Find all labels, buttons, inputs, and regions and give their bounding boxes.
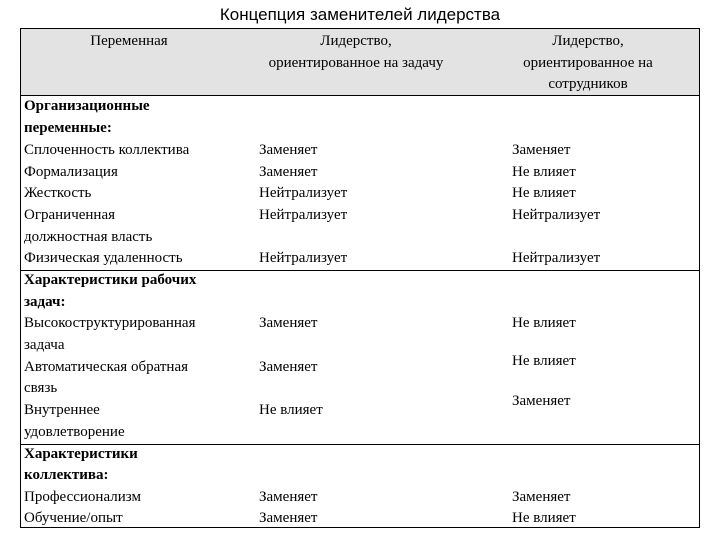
people-cell: Заменяет <box>512 393 571 409</box>
people-cell: Заменяет <box>512 489 571 505</box>
variable-cell: Высокоструктурированная <box>24 315 196 331</box>
page-title: Концепция заменителей лидерства <box>219 5 501 24</box>
people-cell: Не влияет <box>512 353 576 369</box>
variable-cell: Внутреннее <box>24 402 100 418</box>
header-people-line: Лидерство, <box>552 33 624 49</box>
group-title: Характеристики рабочих <box>24 272 197 288</box>
group-title: коллектива: <box>24 467 109 483</box>
variable-cell: связь <box>24 380 58 396</box>
task-cell: Заменяет <box>259 489 318 505</box>
header-task-leadership <box>239 31 473 74</box>
variable-cell: Сплоченность коллектива <box>24 142 190 158</box>
variable-cell: задача <box>24 337 65 353</box>
variable-cell: Обучение/опыт <box>24 510 123 526</box>
task-cell: Заменяет <box>259 142 318 158</box>
header-people-line: сотрудников <box>548 76 628 93</box>
task-cell: Нейтрализует <box>259 250 348 266</box>
task-cell: Заменяет <box>259 164 318 180</box>
task-cell: Нейтрализует <box>259 207 348 223</box>
header-task-line: Лидерство, <box>320 33 392 49</box>
task-cell: Заменяет <box>259 510 318 526</box>
variable-cell: удовлетворение <box>24 424 125 440</box>
header-people-line: ориентированное на <box>523 54 653 71</box>
group-title: переменные: <box>24 120 112 136</box>
task-cell: Заменяет <box>259 315 318 331</box>
substitutes-table <box>20 28 700 528</box>
group-title: задач: <box>24 294 66 310</box>
variable-cell: Ограниченная <box>24 207 116 223</box>
task-cell: Заменяет <box>259 359 318 375</box>
variable-cell: Формализация <box>24 164 118 180</box>
people-cell: Нейтрализует <box>512 207 601 223</box>
task-cell: Нейтрализует <box>259 185 348 201</box>
people-cell: Заменяет <box>512 142 571 158</box>
group-title: Характеристики <box>24 446 138 462</box>
variable-cell: Жесткость <box>24 185 92 201</box>
variable-cell: Автоматическая обратная <box>24 359 188 375</box>
people-cell: Не влияет <box>512 315 576 331</box>
group-title: Организационные <box>24 98 150 114</box>
task-cell: Не влияет <box>259 402 323 418</box>
variable-cell: должностная власть <box>24 229 153 245</box>
people-cell: Нейтрализует <box>512 250 601 266</box>
header-task-line: ориентированное на задачу <box>268 54 444 71</box>
people-cell: Не влияет <box>512 164 576 180</box>
header-people-leadership <box>479 31 697 96</box>
variable-cell: Физическая удаленность <box>24 250 183 266</box>
variable-cell: Профессионализм <box>24 489 141 505</box>
header-variable: Переменная <box>90 33 168 49</box>
people-cell: Не влияет <box>512 185 576 201</box>
table-header <box>21 29 699 96</box>
people-cell: Не влияет <box>512 510 576 526</box>
